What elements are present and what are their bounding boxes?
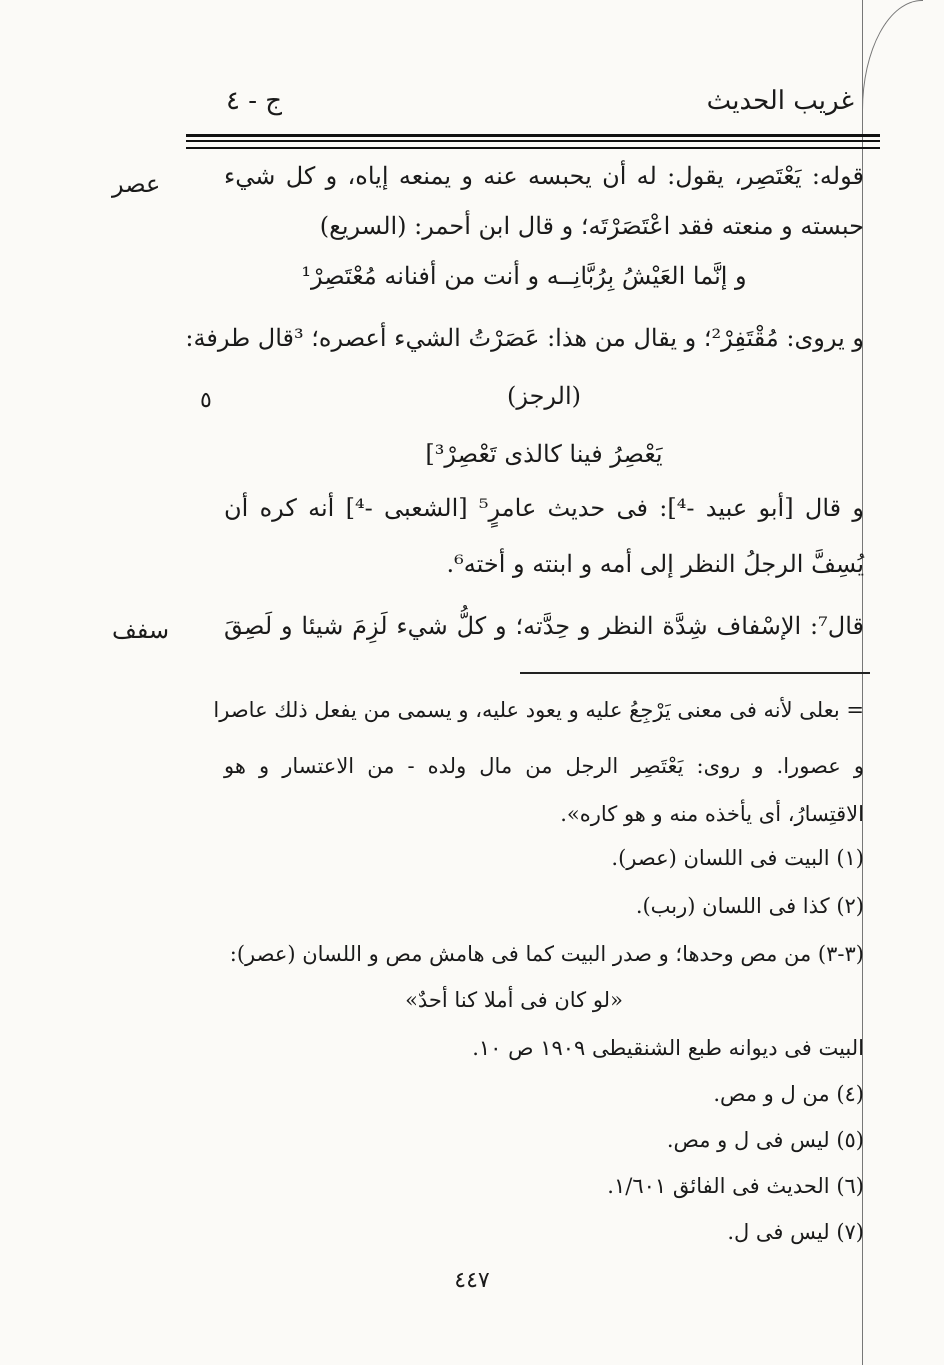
- header-rule-thin: [186, 140, 880, 142]
- footnote-verse: «لو كان فى أملا كنا أحدٌ»: [405, 988, 623, 1012]
- header-rule-thin-2: [186, 147, 880, 149]
- margin-keyword-saff: سفف: [112, 616, 170, 644]
- footnote-line: = بعلى لأنه فى معنى يَرْجِعُ عليه و يعود عليه، و يسمى من يفعل ذلك عاصرا: [213, 698, 864, 722]
- verse-line: يَعْصِرُ فينا كالذى تَعْصِرْ³]: [425, 440, 663, 468]
- body-line: حبسته و منعته فقد اعْتَصَرْتَه؛ و قال ابن أحمر: (السريع): [319, 212, 864, 240]
- meter-label: (الرجز): [506, 382, 582, 410]
- footnote-line: (٥) ليس فى ل و مص.: [666, 1128, 864, 1152]
- line-number: ٥: [200, 388, 212, 413]
- footnote-line: (٢) كذا فى اللسان (ربب).: [635, 894, 864, 918]
- margin-keyword-asr: عصر: [112, 170, 161, 198]
- footnote-rule: [520, 672, 870, 674]
- footnote-line: (٦) الحديث فى الفائق ١/٦٠١.: [607, 1174, 864, 1198]
- verse-line: و إنَّما العَيْشُ بِرُبَّانِــه و أنت من أفنانه مُعْتَصِرْ¹: [301, 262, 747, 290]
- page-number: ٤٤٧: [454, 1268, 490, 1293]
- footnote-line: (٤) من ل و مص.: [713, 1082, 864, 1106]
- footnote-line: (٣-٣) من مص وحدها؛ و صدر البيت كما فى هامش مص و اللسان (عصر):: [229, 942, 864, 966]
- footnote-line: (١) البيت فى اللسان (عصر).: [611, 846, 864, 870]
- body-line: و قال [أبو عبيد -⁴]: فى حديث عامرٍ⁵ [الشعبى -⁴] أنه كره أن: [224, 494, 864, 522]
- footnote-line: البيت فى ديوانه طبع الشنقيطى ١٩٠٩ ص ١٠.: [472, 1036, 864, 1060]
- page-edge: [862, 0, 863, 1365]
- footnote-line: (٧) ليس فى ل.: [727, 1220, 864, 1244]
- body-line: و يروى: مُقْتَفِرْ²؛ و يقال من هذا: عَصَرْتُ الشيء أعصره؛ ³قال طرفة:: [185, 324, 864, 352]
- running-title: غريب الحديث: [706, 86, 854, 116]
- body-line: قوله: يَعْتَصِر، يقول: له أن يحبسه عنه و يمنعه إياه، و كل شيء: [224, 162, 864, 190]
- body-line: يُسِفَّ الرجلُ النظر إلى أمه و ابنته و أخته⁶.: [446, 550, 864, 578]
- page-edge-curl: [862, 0, 923, 111]
- body-line: قال⁷: الإسْفاف شِدَّة النظر و حِدَّته؛ و كلُّ شيء لَزِمَ شيئا و لَصِقَ: [224, 612, 864, 640]
- footnote-line: الاقتِسارُ، أى يأخذه منه و هو كاره».: [560, 802, 864, 826]
- volume-label: ج - ٤: [226, 86, 283, 116]
- header-rule-thick: [186, 134, 880, 137]
- footnote-line: و عصورا. و روى: يَعْتَصِر الرجل من مال ولده - من الاعتسار و هو: [224, 754, 864, 778]
